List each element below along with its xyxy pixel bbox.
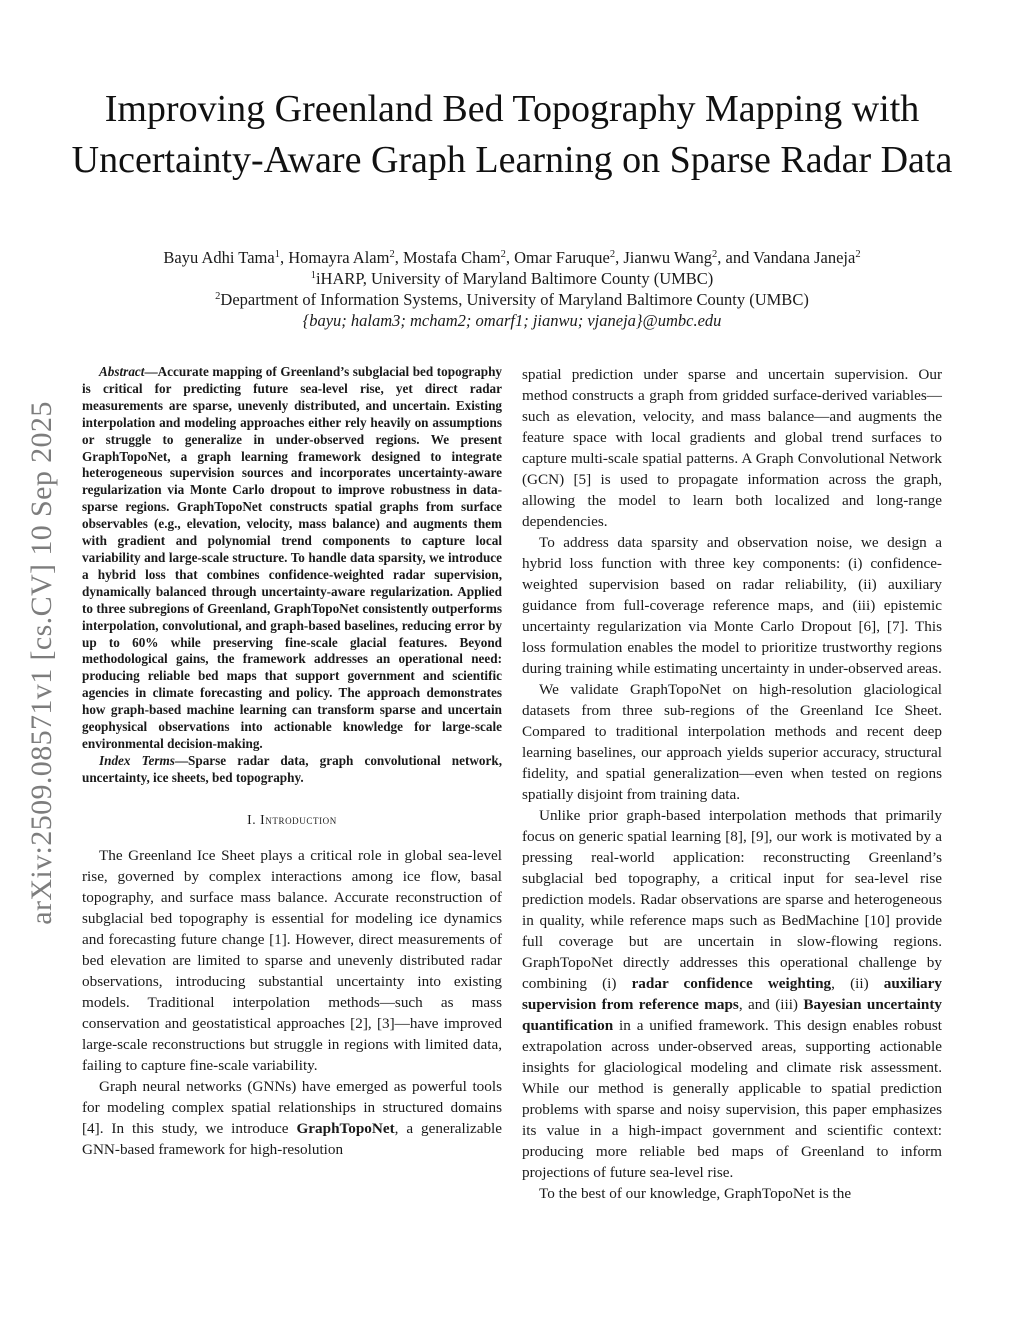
index-terms (82, 753, 502, 787)
author-affiliation-mark: 2 (389, 249, 395, 260)
author-emails[interactable]: {bayu; halam3; mcham2; omarf1; jianwu; vjaneja}@umbc.edu (302, 311, 722, 330)
author-affiliation-mark: 2 (609, 249, 616, 260)
author-separator: , (615, 248, 624, 267)
paper-title: Improving Greenland Bed Topography Mapping with Uncertainty-Aware Graph Learning on Sparse Radar Data (71, 88, 953, 181)
author-affiliation-mark: 2 (855, 249, 861, 260)
author-name: Mostafa Cham (402, 248, 501, 267)
author-name: Vandana Janeja (753, 248, 856, 267)
author-name: Jianwu Wang (623, 248, 712, 267)
author-name: Homayra Alam (288, 248, 390, 267)
intro-paragraph-4: We validate GraphTopoNet on high-resolution glaciological datasets from three sub-regions of the Greenland Ice Sheet. Compared to traditional interpolation methods and recent deep learning baselines, our approach yields superior accuracy, structural fidelity, and spatial generalization—even when tested on regions spatially disjoint from training data. (522, 681, 942, 803)
affiliation-2: $^2$Department of Information Systems, University of Maryland Baltimore County (UMBC) (215, 290, 809, 309)
author-separator: , (505, 248, 515, 267)
right-column (522, 364, 942, 1204)
author-separator: , (394, 248, 403, 267)
left-column (82, 364, 502, 1160)
author-affiliation-mark: 2 (712, 249, 718, 260)
author-separator: , (279, 248, 289, 267)
author-name: Omar Faruque (514, 248, 610, 267)
abstract-label: Abstract (99, 364, 145, 379)
intro-paragraph-3: To address data sparsity and observation noise, we design a hybrid loss function with three key components: (i) confidence-weighted supervision based on radar reliability, (ii) auxiliary guidance from full-coverage reference maps, and (iii) epistemic uncertainty regularization via Monte Carlo Dropout [6], [7]. This loss formulation enables the model to prioritize trustworthy regions during training while estimating uncertainty in under-observed areas. (522, 534, 942, 677)
author-affiliation-mark: 1 (274, 249, 280, 260)
intro-paragraph-2-continued: spatial prediction under sparse and uncertain supervision. Our method constructs a graph from gridded surface-derived variables—such as elevation, velocity, and mass balance—and augments the feature space with local gradients and global trend surfaces to capture multi-scale spatial patterns. A Graph Convolutional Network (GCN) [5] is used to propagate information across the graph, allowing the model to learn both localized and long-range dependencies. (522, 366, 942, 530)
intro-paragraph-1: The Greenland Ice Sheet plays a critical role in global sea-level rise, governed by complex interactions among ice flow, basal topography, and surface mass balance. Accurate reconstruction of subglacial bed topography is essential for modeling ice dynamics and forecasting future change [1]. However, direct measurements of bed elevation are limited to sparse and unevenly distributed radar observations, introducing substantial uncertainty into existing models. Traditional interpolation methods—such as mass conservation and geostatistical approaches [2], [3]—have improved large-scale reconstructions but struggle in regions with limited data, failing to capture fine-scale variability. (82, 846, 502, 1074)
author-block (60, 247, 964, 331)
author-affiliation-mark: 2 (500, 249, 506, 260)
intro-paragraph-2: Graph neural networks (GNNs) have emerged as powerful tools for modeling complex spatial relationships in structured domains [4]. In this study, we introduce GraphTopoNet, a generalizable GNN-based framework for high-resolution (82, 1077, 502, 1158)
abstract (82, 364, 502, 753)
affiliation-1: $^1$iHARP, University of Maryland Baltimore County (UMBC) (310, 269, 714, 288)
author-name: Bayu Adhi Tama (163, 248, 275, 267)
intro-paragraph-5: Unlike prior graph-based interpolation methods that primarily focus on generic spatial learning [8], [9], our work is motivated by a pressing real-world application: reconstructing Greenland’s subglacial bed topography, a critical input for sea-level rise prediction models. Radar observations are sparse and heterogeneous in quality, while reference maps such as BedMachine [10] provide full coverage but are uncertain in slow-flowing regions. GraphTopoNet directly addresses this operational challenge by combining (i) radar confidence weighting, (ii) auxiliary supervision from reference maps, and (iii) Bayesian uncertainty quantification in a unified framework. This design enables robust extrapolation across under-observed areas, supporting actionable insights for glaciological modeling and climate risk assessment. While our method is generally applicable to spatial prediction problems with sparse and noisy supervision, this paper emphasizes its value in a high-impact government and scientific context: producing more reliable bed maps of Greenland to inform projections of future sea-level rise. (522, 807, 942, 1181)
author-separator: , and (717, 248, 754, 267)
arxiv-identifier-stamp[interactable]: arXiv:2509.08571v1 [cs.CV] 10 Sep 2025 (25, 401, 58, 925)
section-heading-introduction: I. Introduction (247, 811, 337, 827)
index-terms-label: Index Terms (99, 752, 175, 768)
author-list (60, 247, 964, 268)
abstract-text: —Accurate mapping of Greenland’s subglacial bed topography is critical for predicting future sea-level rise, yet direct radar measurements are sparse, unevenly distributed, and uncertain. Existing interpolation and modeling approaches either rely heavily on assumptions or struggle to generalize in under-observed regions. We present GraphTopoNet, a graph learning framework designed to integrate heterogeneous supervision sources and incorporates uncertainty-aware regularization via Monte Carlo dropout to improve robustness in data-sparse regions. GraphTopoNet constructs spatial graphs from surface observables (e.g., elevation, velocity, mass balance) and augments them with gradient and polynomial trend components to capture local variability and large-scale structure. To handle data sparsity, we introduce a hybrid loss that combines confidence-weighted radar supervision, dynamically balanced through uncertainty-aware regularization. Applied to three subregions of Greenland, GraphTopoNet consistently outperforms interpolation, convolutional, and graph-based baselines, reducing error by up to 60% while preserving fine-scale glacial features. Beyond methodological gains, the framework addresses an operational need: producing reliable bed maps that support government and scientific agencies in climate forecasting and policy. The approach demonstrates how graph-based machine learning can transform sparse and uncertain geophysical observations into actionable knowledge for large-scale environmental decision-making. (82, 364, 502, 751)
intro-paragraph-6-start: To the best of our knowledge, GraphTopoNet is the (539, 1185, 852, 1202)
index-terms-text: —Sparse radar data, graph convolutional network, uncertainty, ice sheets, bed topography. (82, 752, 502, 785)
